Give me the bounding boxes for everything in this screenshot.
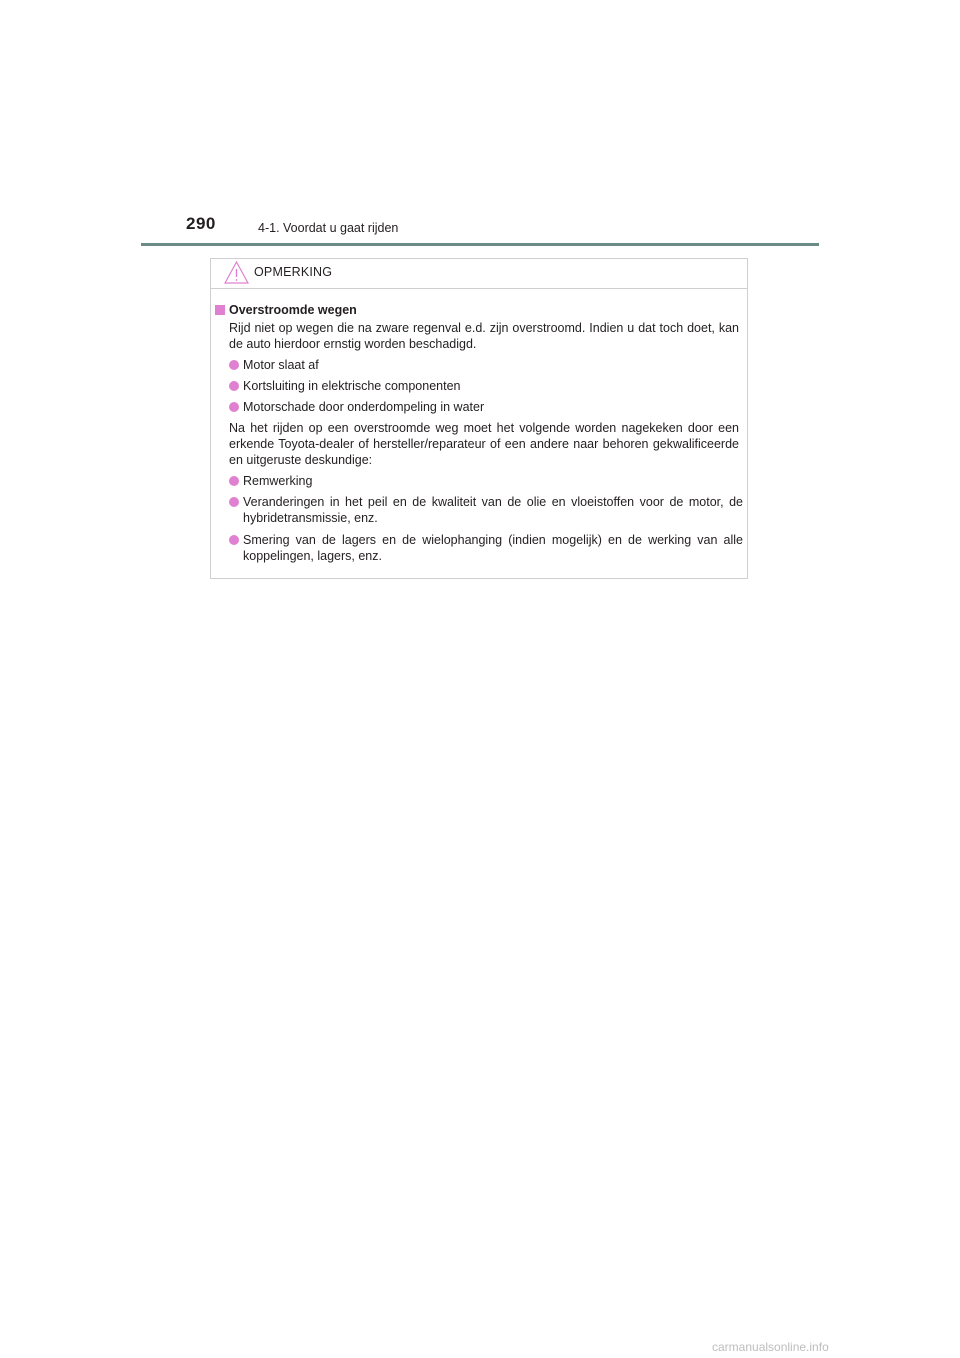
list-item: [229, 494, 743, 526]
list-item: [229, 532, 743, 564]
intro-paragraph: Rijd niet op wegen die na zware regenval e.d. zijn overstroomd. Indien u dat toch doet, kan de auto hierdoor ernstig worden beschadigd.: [229, 321, 739, 351]
section-title: 4-1. Voordat u gaat rijden: [258, 221, 399, 235]
list-item-text: Remwerking: [243, 474, 313, 488]
list-item: [229, 378, 743, 394]
page-number: 290: [186, 214, 216, 233]
bullet-dot-icon: [229, 360, 239, 370]
notice-heading: [215, 302, 357, 318]
list-item: [229, 473, 743, 489]
bullet-dot-icon: [229, 535, 239, 545]
list-item-text: Motorschade door onderdompeling in water: [243, 400, 485, 414]
warning-triangle-icon: [224, 261, 249, 284]
check-paragraph: Na het rijden op een overstroomde weg moet het volgende worden nagekeken door een erkende Toyota-dealer of hersteller/reparateur of een andere naar behoren gekwalificeerde en uitgeruste deskundige:: [229, 421, 739, 467]
footer-watermark: carmanualsonline.info: [712, 1340, 829, 1354]
list-item-text: Veranderingen in het peil en de kwaliteit van de olie en vloeistoffen voor de motor, de hybridetransmissie, enz.: [243, 495, 743, 525]
notice-label: OPMERKING: [254, 265, 333, 279]
list-item-text: Smering van de lagers en de wielophanging (indien mogelijk) en de werking van alle koppelingen, lagers, enz.: [243, 533, 743, 563]
notice-box: [210, 258, 748, 579]
list-item: [229, 399, 743, 415]
list-item-text: Kortsluiting in elektrische componenten: [243, 379, 461, 393]
bullet-dot-icon: [229, 476, 239, 486]
bullet-dot-icon: [229, 381, 239, 391]
list-item: [229, 357, 743, 373]
notice-header: [211, 259, 747, 289]
notice-heading-text: Overstroomde wegen: [229, 303, 357, 317]
header-rule: [141, 243, 819, 246]
bullet-dot-icon: [229, 497, 239, 507]
square-bullet-icon: [215, 305, 225, 315]
list-item-text: Motor slaat af: [243, 358, 319, 372]
bullet-dot-icon: [229, 402, 239, 412]
